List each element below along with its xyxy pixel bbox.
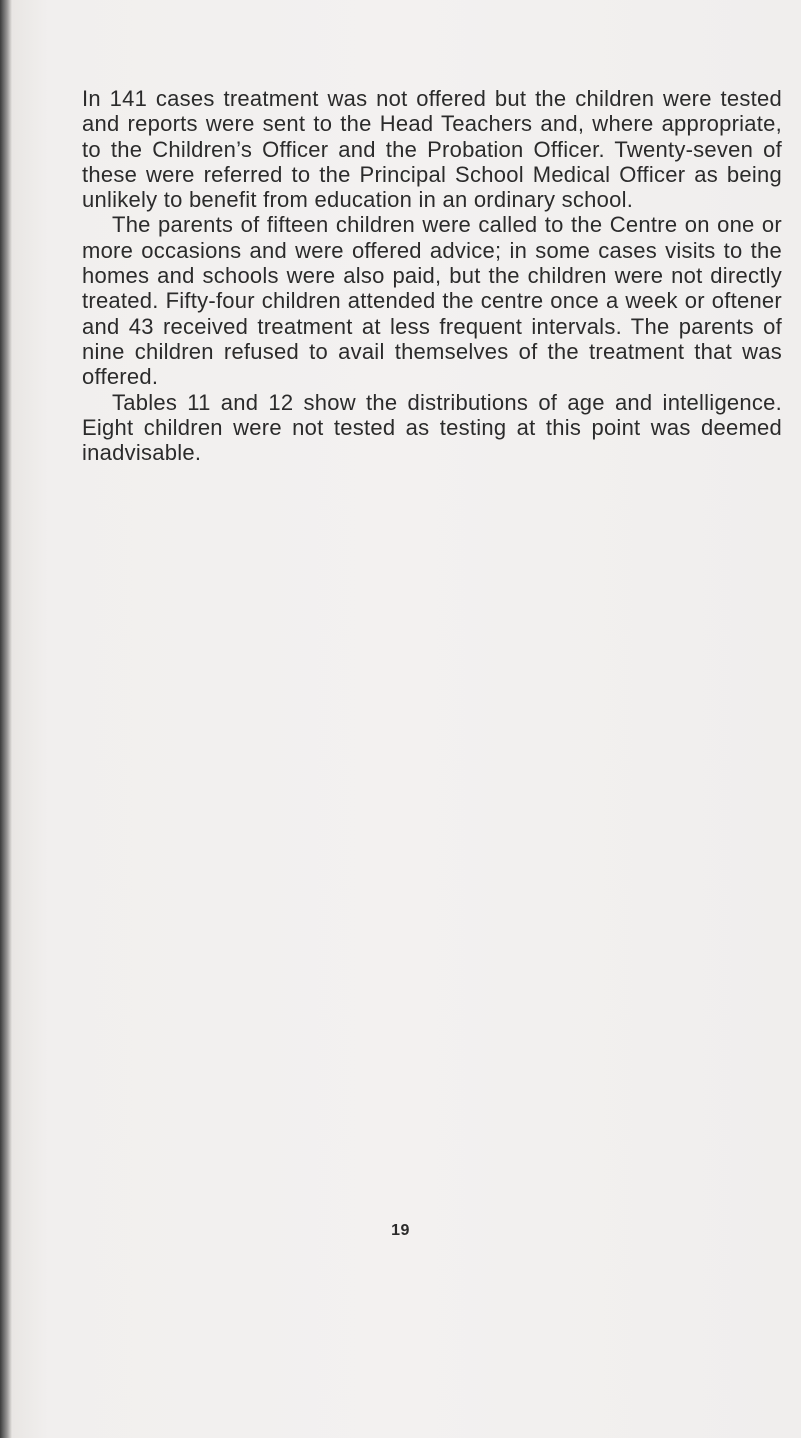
paragraph-tables-distribution: Tables 11 and 12 show the distributions of age and intelligence. Eight children were not tested as testing at this point was deemed inadvisable.: [82, 389, 782, 466]
paragraph-parents-advice: The parents of fifteen children were called to the Centre on one or more occasions and were offered advice; in some cases visits to the homes and schools were also paid, but the children were not directly treated. Fifty-four children attended the centre once a week or oftener and 43 received treatment at less frequent intervals. The parents of nine children refused to avail themselves of the treatment that was offered.: [82, 212, 782, 390]
page-number: 19: [391, 1222, 410, 1239]
paragraph-treatment-not-offered: In 141 cases treatment was not offered but the children were tested and reports were sent to the Head Teachers and, where appropriate, to the Children’s Officer and the Probation Officer. Twenty-seven of these were referred to the Principal School Medical Officer as being unlikely to benefit from education in an ordinary school.: [82, 86, 782, 213]
body-text: [82, 86, 782, 465]
